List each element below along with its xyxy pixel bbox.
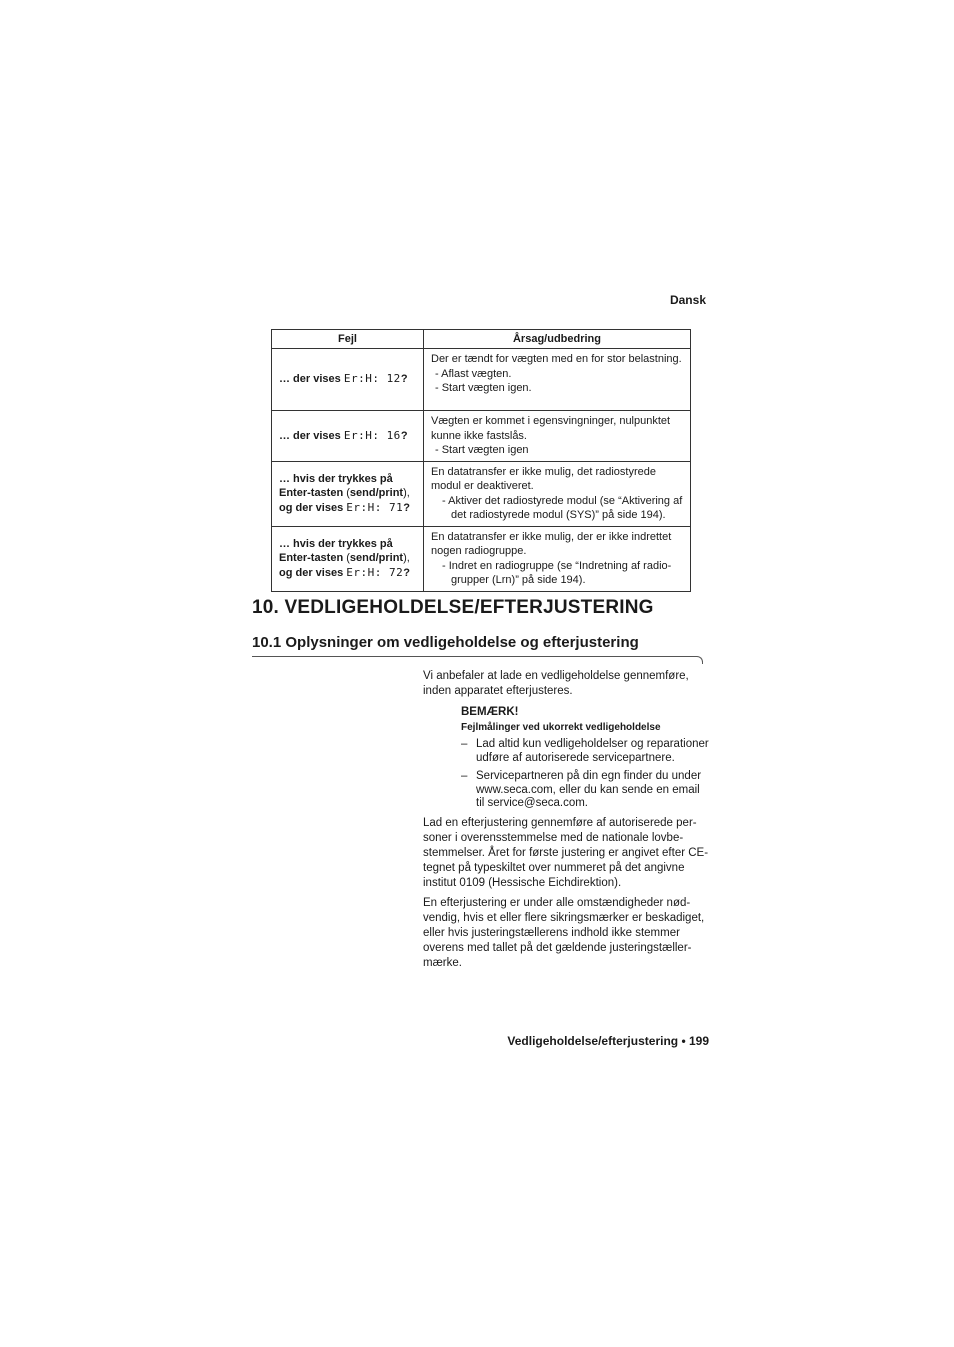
remedy-step: - Indret en radiogruppe (se “Indretning af radio-grupper (Lrn)” på side 194). [442,559,672,586]
fault-cell: … hvis der trykkes på Enter-tasten (send/print), og der vises Er:H: 71? [272,461,424,526]
table-row [272,526,691,591]
note-title: BEMÆRK! [461,706,519,718]
cause-cell: En datatransfer er ikke mulig, det radiostyrede modul er deaktiveret. - Aktiver det radiostyrede modul (se “Aktivering af det radiostyrede modul (SYS)” på side 194). [424,461,691,526]
fault-cell: … der vises Er:H: 12? [272,349,424,411]
display-code: Er:H: 71 [346,500,404,514]
list-item: – Servicepartneren på din egn finder du under www.seca.com, eller du kan sende en email til service@seca.com. [461,770,702,809]
cause-cell: Vægten er kommet i egensvingninger, nulpunktet kunne ikke fastslås. - Start vægten igen [424,411,691,462]
note-subtitle: Fejlmålinger ved ukorrekt vedligeholdelse [461,722,661,733]
subsection-heading: 10.1 Oplysninger om vedligeholdelse og efterjustering [252,634,639,651]
table-row [272,349,691,411]
heading-rule [252,656,703,664]
paragraph-recalibration: En efterjustering er under alle omstændigheder nød-vendig, hvis et eller flere sikringsmærker er beskadiget, eller hvis justeringstællerens indhold ikke stemmer overens med tallet på det gældende justeringstæller-mærke. [423,897,705,969]
cause-cell: En datatransfer er ikke mulig, der er ikke indrettet nogen radiogruppe. - Indret en radiogruppe (se “Indretning af radio-grupper (Lrn)” på side 194). [424,526,691,591]
paragraph-calibration: Lad en efterjustering gennemføre af autoriserede per-soner i overensstemmelse med de nationale lovbe-stemmelser. Året for første justering er angivet efter CE-tegnet på typeskiltet over nummeret på det angivne institut 0109 (Hessische Eichdirektion). [423,817,709,889]
remedy-step: - Aktiver det radiostyrede modul (se “Aktivering af det radiostyrede modul (SYS)” på side 194). [442,494,683,521]
column-header-cause: Årsag/udbedring [424,330,691,349]
language-label: Dansk [669,293,706,307]
table-header-row [272,330,691,349]
remedy-step: - Aflast vægten. [435,367,512,380]
display-code: Er:H: 72 [346,565,404,579]
remedy-step: - Start vægten igen [435,444,529,456]
cause-cell: Der er tændt for vægten med en for stor belastning. - Aflast vægten. - Start vægten igen. [424,349,691,411]
error-table [271,329,691,592]
column-header-fault: Fejl [272,330,424,349]
table-row [272,461,691,526]
bullet-dash: – [461,770,468,782]
fault-cell: … der vises Er:H: 16? [272,411,424,462]
list-item: – Lad altid kun vedligeholdelser og reparationer udføre af autoriserede servicepartnere. [461,738,709,764]
display-code: Er:H: 12 [343,372,401,386]
fault-cell: … hvis der trykkes på Enter-tasten (send/print), og der vises Er:H: 72? [272,526,424,591]
section-heading: 10. VEDLIGEHOLDELSE/EFTERJUSTERING [252,597,654,618]
page-footer: Vedligeholdelse/efterjustering • 199 [507,1034,709,1048]
remedy-step: - Start vægten igen. [435,382,532,394]
intro-paragraph: Vi anbefaler at lade en vedligeholdelse gennemføre, inden apparatet efterjusteres. [423,670,689,697]
bullet-dash: – [461,738,468,750]
display-code: Er:H: 16 [343,428,401,442]
table-row [272,411,691,462]
